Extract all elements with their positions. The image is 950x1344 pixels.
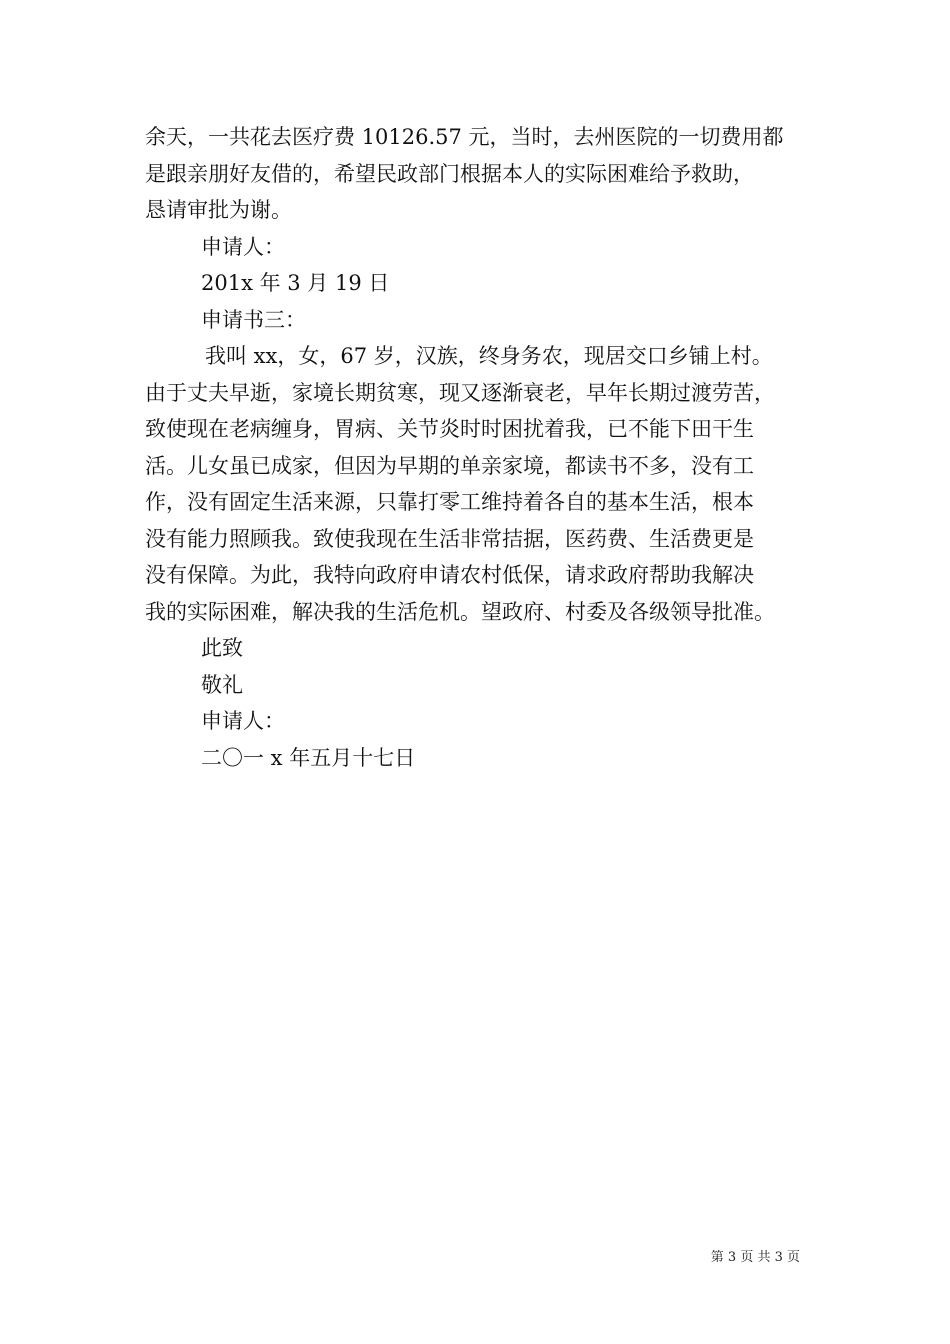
application-date: 二〇一 x 年五月十七日 [201, 745, 416, 770]
paragraph-line: 恳请审批为谢。 [145, 198, 292, 222]
paragraph-line: 余天，一共花去医疗费 10126.57 元，当时，去州医院的一切费用都 [145, 125, 784, 149]
application-date: 201x 年 3 月 19 日 [201, 271, 390, 295]
paragraph-line: 致使现在老病缠身，胃病、关节炎时时困扰着我，已不能下田干生 [145, 417, 754, 441]
paragraph-line: 作，没有固定生活来源，只靠打零工维持着各自的基本生活，根本 [145, 490, 754, 514]
paragraph-line: 由于丈夫早逝，家境长期贫寒，现又逐渐衰老，早年长期过渡劳苦， [145, 380, 775, 405]
applicant-label: 申请人： [201, 234, 285, 259]
closing-salutation: 此致 [201, 636, 243, 660]
closing-regards: 敬礼 [201, 672, 243, 697]
applicant-label: 申请人： [201, 709, 285, 733]
document-body [145, 119, 815, 776]
paragraph-line: 没有能力照顾我。致使我现在生活非常拮据，医药费、生活费更是 [145, 526, 754, 551]
paragraph-line: 我的实际困难，解决我的生活危机。望政府、村委及各级领导批准。 [145, 599, 775, 624]
paragraph-line: 活。儿女虽已成家，但因为早期的单亲家境，都读书不多，没有工 [145, 453, 754, 478]
paragraph-line: 没有保障。为此，我特向政府申请农村低保，请求政府帮助我解决 [145, 563, 754, 587]
section-title: 申请书三： [201, 307, 306, 332]
page-number: 第 3 页 共 3 页 [710, 1250, 800, 1265]
paragraph-line: 我叫 xx，女，67 岁，汉族，终身务农，现居交口乡铺上村。 [205, 344, 773, 368]
paragraph-line: 是跟亲朋好友借的，希望民政部门根据本人的实际困难给予救助， [145, 161, 754, 186]
